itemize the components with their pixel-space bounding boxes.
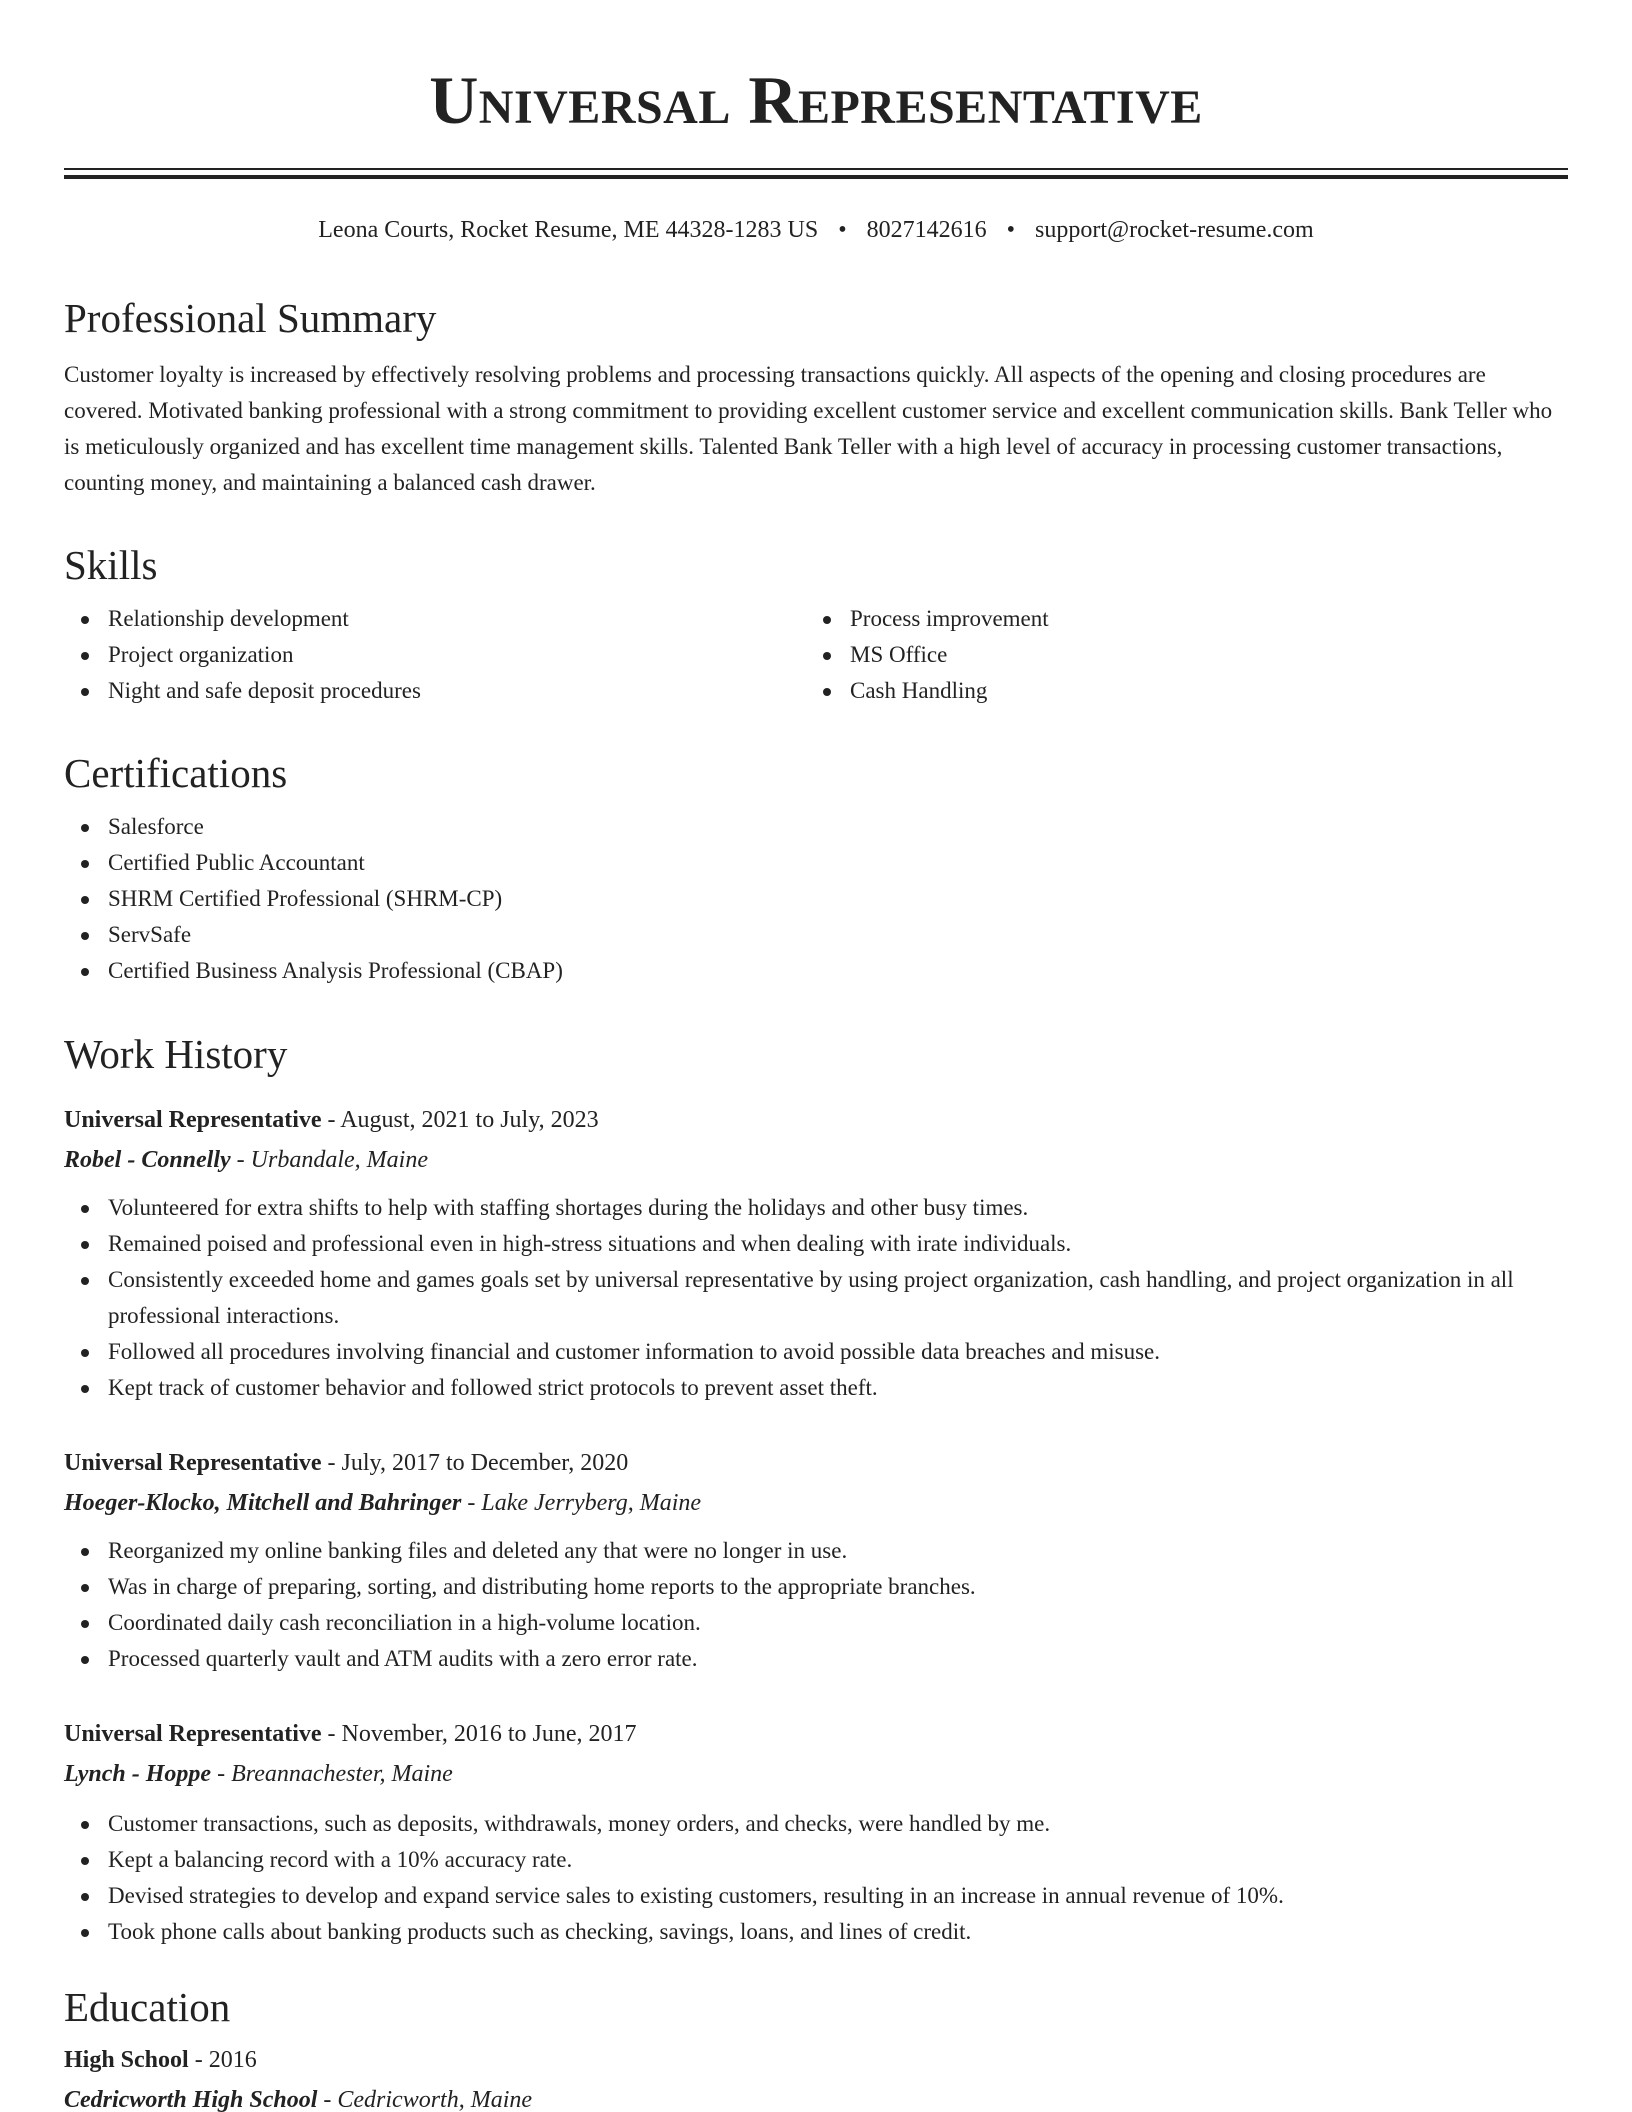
certification-item: SHRM Certified Professional (SHRM-CP) — [108, 881, 1568, 917]
job-dates: August, 2021 to July, 2023 — [340, 1107, 599, 1133]
certifications-section — [64, 748, 1568, 989]
skill-item: MS Office — [850, 637, 1548, 673]
education-institution: Cedricworth High School - Cedricworth, Maine — [64, 2087, 533, 2112]
summary-text: Customer loyalty is increased by effectively resolving problems and processing transactions quickly. All aspects of the opening and closing procedures are covered. Motivated banking professional with a strong commitment to providing excellent customer service and excellent communication skills. Bank Teller who is meticulously organized and has excellent time management skills. Talented Bank Teller with a high level of accuracy in processing customer transactions, counting money, and maintaining a balanced cash drawer. — [64, 362, 1553, 495]
contact-line — [64, 214, 1568, 246]
contact-address: Leona Courts, Rocket Resume, ME 44328-1283 US — [318, 217, 819, 243]
job-bullet: Volunteered for extra shifts to help with staffing shortages during the holidays and other busy times. — [108, 1190, 1568, 1226]
job-heading: Universal Representative - November, 2016 to June, 2017 — [64, 1721, 637, 1747]
section-heading: Work History — [64, 1031, 288, 1077]
job-bullet: Consistently exceeded home and games goals set by universal representative by using project organization, cash handling, and project organization in all professional interactions. — [108, 1262, 1568, 1334]
job-bullet: Followed all procedures involving financial and customer information to avoid possible data breaches and misuse. — [108, 1334, 1568, 1370]
education-location: Cedricworth, Maine — [337, 2087, 533, 2112]
certification-item: Salesforce — [108, 809, 1568, 845]
job-responsibilities — [64, 1806, 1568, 1950]
contact-phone: 8027142616 — [866, 217, 987, 243]
job-company: Hoeger-Klocko, Mitchell and Bahringer — [64, 1490, 462, 1516]
job-employer: Hoeger-Klocko, Mitchell and Bahringer - Lake Jerryberg, Maine — [64, 1490, 702, 1516]
certification-item: Certified Public Accountant — [108, 845, 1568, 881]
job-bullet: Customer transactions, such as deposits, withdrawals, money orders, and checks, were handled by me. — [108, 1806, 1568, 1842]
job-title: Universal Representative — [64, 1450, 322, 1476]
job-location: Urbandale, Maine — [250, 1147, 428, 1173]
work-history-section — [64, 1029, 1568, 1079]
skill-item: Relationship development — [108, 601, 806, 637]
skills-grid — [64, 601, 1568, 709]
contact-email: support@rocket-resume.com — [1035, 217, 1314, 243]
education-degree: High School — [64, 2047, 189, 2073]
job-entry — [64, 1100, 1568, 1406]
skills-section — [64, 540, 1568, 709]
section-heading: Certifications — [64, 750, 288, 796]
section-heading: Professional Summary — [64, 295, 437, 341]
job-heading: Universal Representative - August, 2021 to July, 2023 — [64, 1107, 599, 1133]
job-location: Lake Jerryberg, Maine — [481, 1490, 702, 1516]
job-bullet: Took phone calls about banking products such as checking, savings, loans, and lines of credit. — [108, 1914, 1568, 1950]
skill-item: Cash Handling — [850, 673, 1548, 709]
skill-item: Project organization — [108, 637, 806, 673]
education-year: 2016 — [208, 2047, 257, 2073]
education-section — [64, 1982, 1568, 2112]
resume-page — [64, 0, 1568, 2112]
job-employer: Robel - Connelly - Urbandale, Maine — [64, 1147, 428, 1173]
job-company: Lynch - Hoppe — [64, 1761, 212, 1787]
skill-item: Process improvement — [850, 601, 1548, 637]
job-bullet: Remained poised and professional even in high-stress situations and when dealing with irate individuals. — [108, 1226, 1568, 1262]
job-bullet: Was in charge of preparing, sorting, and distributing home reports to the appropriate branches. — [108, 1569, 1568, 1605]
job-dates: November, 2016 to June, 2017 — [341, 1721, 637, 1747]
certification-item: Certified Business Analysis Professional (CBAP) — [108, 953, 1568, 989]
job-bullet: Kept track of customer behavior and followed strict protocols to prevent asset theft. — [108, 1370, 1568, 1406]
job-company: Robel - Connelly — [64, 1147, 231, 1173]
job-bullet: Reorganized my online banking files and deleted any that were no longer in use. — [108, 1533, 1568, 1569]
header-divider-thick — [64, 175, 1568, 179]
job-entry — [64, 1714, 1568, 1950]
job-heading: Universal Representative - July, 2017 to December, 2020 — [64, 1450, 629, 1476]
education-school: Cedricworth High School — [64, 2087, 318, 2112]
skill-item: Night and safe deposit procedures — [108, 673, 806, 709]
job-title: Universal Representative — [64, 1721, 322, 1747]
section-heading: Skills — [64, 542, 158, 588]
contact-separator: • — [838, 217, 847, 243]
job-responsibilities — [64, 1190, 1568, 1406]
contact-separator: • — [1006, 217, 1016, 243]
job-bullet: Devised strategies to develop and expand service sales to existing customers, resulting in an increase in annual revenue of 10%. — [108, 1878, 1568, 1914]
skills-column-right — [806, 601, 1548, 709]
education-heading: High School - 2016 — [64, 2047, 257, 2073]
job-responsibilities — [64, 1533, 1568, 1677]
education-entry — [64, 2040, 1568, 2112]
job-location: Breannachester, Maine — [231, 1761, 453, 1787]
job-entry — [64, 1443, 1568, 1677]
job-bullet: Coordinated daily cash reconciliation in a high-volume location. — [108, 1605, 1568, 1641]
job-employer: Lynch - Hoppe - Breannachester, Maine — [64, 1761, 453, 1787]
summary-section — [64, 293, 1568, 501]
section-heading: Education — [64, 1984, 231, 2030]
certification-item: ServSafe — [108, 917, 1568, 953]
header-divider-thin — [64, 168, 1568, 170]
candidate-name: Universal Representative — [429, 62, 1203, 138]
certifications-list — [64, 809, 1568, 989]
job-bullet: Kept a balancing record with a 10% accuracy rate. — [108, 1842, 1568, 1878]
job-bullet: Processed quarterly vault and ATM audits with a zero error rate. — [108, 1641, 1568, 1677]
skills-column-left — [64, 601, 806, 709]
job-dates: July, 2017 to December, 2020 — [341, 1450, 629, 1476]
job-title: Universal Representative — [64, 1107, 322, 1133]
